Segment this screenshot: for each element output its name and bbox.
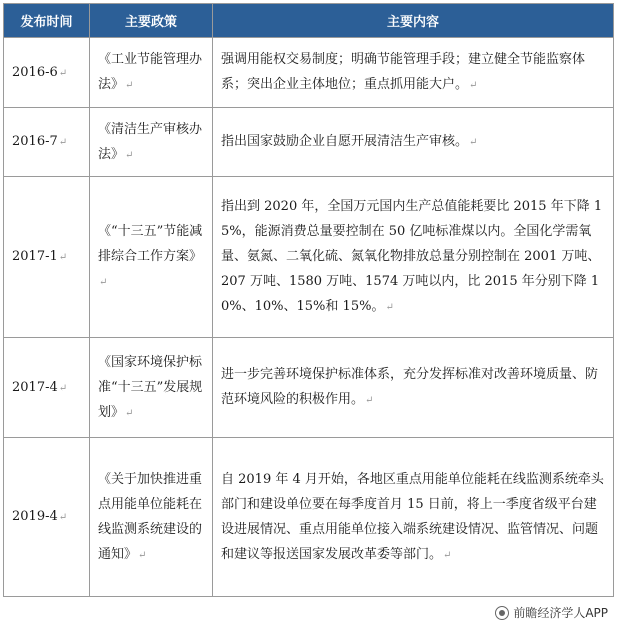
policy-table — [3, 3, 614, 597]
return-mark: ↵ — [58, 67, 68, 79]
table-row — [4, 38, 614, 108]
return-mark: ↵ — [125, 407, 134, 419]
qianzhan-logo-icon — [495, 606, 509, 620]
return-mark: ↵ — [58, 512, 68, 523]
return-mark: ↵ — [469, 137, 478, 148]
return-mark: ↵ — [365, 395, 374, 406]
cell-content: 进一步完善环境保护标准体系，充分发挥标准对改善环境质量、防范环境风险的积极作用。 — [221, 367, 599, 407]
header-row — [4, 4, 614, 38]
return-mark: ↵ — [58, 382, 68, 394]
table-row — [4, 338, 614, 438]
table-row — [4, 438, 614, 597]
cell-content: 指出国家鼓励企业自愿开展清洁生产审核。 — [221, 134, 469, 149]
return-mark: ↵ — [99, 277, 108, 288]
cell-date: 2016-7 — [12, 134, 58, 149]
return-mark: ↵ — [138, 549, 147, 561]
cell-policy: 《工业节能管理办法》 — [98, 52, 203, 92]
return-mark: ↵ — [58, 252, 68, 263]
return-mark: ↵ — [469, 80, 478, 91]
cell-date: 2016-6 — [12, 64, 58, 80]
cell-date: 2017-4 — [12, 379, 58, 395]
cell-date: 2017-1 — [12, 249, 58, 264]
cell-content: 自 2019 年 4 月开始，各地区重点用能单位能耗在线监测系统牵头部门和建设单位要在每季度首月 15 日前，将上一季度省级平台建设进展情况、重点用能单位接入端系统建设情况、监管情况、问题和建议等报送国家发展改革委等部门。 — [221, 471, 604, 562]
cell-content: 强调用能权交易制度；明确节能管理手段；建立健全节能监察体系；突出企业主体地位；重点抓用能大户。 — [221, 52, 586, 92]
header-content: 主要内容 — [213, 4, 614, 38]
return-mark: ↵ — [125, 149, 134, 161]
header-date: 发布时间 — [4, 4, 90, 38]
cell-policy: 《关于加快推进重点用能单位能耗在线监测系统建设的通知》 — [98, 471, 203, 562]
table-row — [4, 108, 614, 177]
cell-content: 指出到 2020 年，全国万元国内生产总值能耗要比 2015 年下降 15%，能源消费总量要控制在 50 亿吨标准煤以内。全国化学需氧量、氨氮、二氧化硫、氮氧化物排放总量分别控制在 2001 万吨、207 万吨、1580 万吨、1574 万吨以内，比 2015 年分别下降 10%、10%、15%和 15%。 — [221, 199, 603, 314]
cell-date: 2019-4 — [12, 509, 58, 524]
header-policy: 主要政策 — [90, 4, 213, 38]
return-mark: ↵ — [443, 549, 452, 561]
cell-policy: 《国家环境保护标准“十三五”发展规划》 — [98, 354, 203, 420]
return-mark: ↵ — [385, 302, 394, 313]
cell-policy: 《“十三五”节能减排综合工作方案》 — [98, 224, 203, 264]
source-label: 前瞻经济学人APP — [513, 606, 608, 620]
table-row — [4, 177, 614, 338]
source-footer — [495, 604, 608, 621]
cell-policy: 《清洁生产审核办法》 — [98, 121, 203, 162]
return-mark: ↵ — [58, 137, 68, 148]
return-mark: ↵ — [125, 80, 134, 91]
